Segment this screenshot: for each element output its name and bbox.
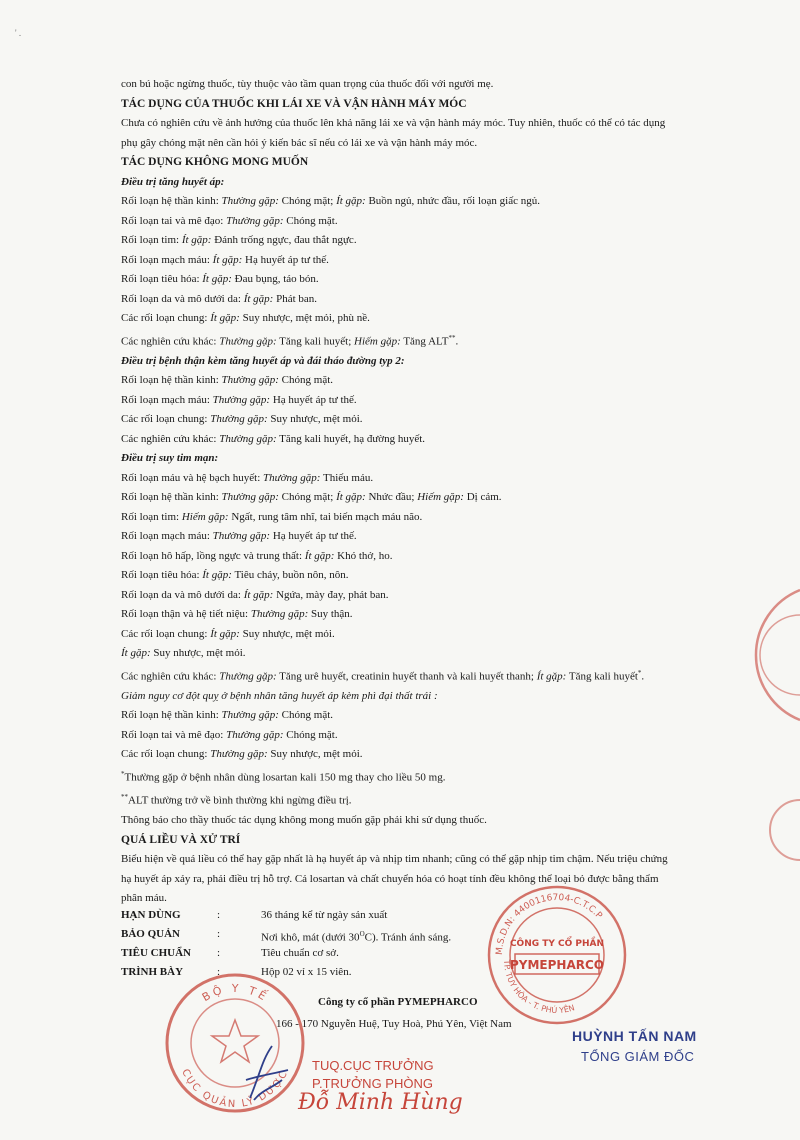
frequency-label: Thường gặp: bbox=[210, 748, 268, 761]
text-segment: Rối loạn tim: bbox=[121, 234, 182, 246]
text-segment: Chóng mặt. bbox=[283, 728, 338, 741]
frequency-label: Ít gặp: bbox=[536, 670, 567, 683]
body-line bbox=[121, 329, 691, 352]
text-segment: Rối loạn tim: bbox=[121, 510, 182, 523]
frequency-label: Hiếm gặp: bbox=[417, 491, 464, 504]
frequency-label: Ít gặp: bbox=[181, 234, 212, 246]
text-segment: Các nghiên cứu khác: bbox=[121, 670, 220, 683]
text-segment: Hạ huyết áp tư thế. bbox=[270, 530, 357, 543]
text-segment: con bú hoặc ngừng thuốc, tùy thuộc vào tầm quan trọng của thuốc đối với người mẹ. bbox=[121, 78, 494, 90]
text-segment: Rối loạn tai và mê đạo: bbox=[121, 214, 227, 227]
text-segment: TÁC DỤNG KHÔNG MONG MUỐN bbox=[121, 156, 309, 168]
ministry-stamp-bottom: CỤC QUẢN LÝ DƯỢC bbox=[179, 1067, 291, 1111]
frequency-label: Ít gặp: bbox=[243, 292, 274, 305]
body-line bbox=[121, 625, 691, 645]
text-segment: Dị cảm. bbox=[463, 491, 502, 504]
text-segment: ALT thường trở về bình thường khi ngừng điều trị. bbox=[128, 794, 352, 807]
frequency-label: Thường gặp: bbox=[250, 608, 309, 621]
company-stamp-center: CÔNG TY CỔ PHẦN bbox=[509, 939, 605, 949]
body-line bbox=[121, 605, 691, 625]
frequency-label: Ít gặp: bbox=[304, 549, 335, 562]
text-segment: Các rối loạn chung: bbox=[121, 748, 211, 761]
spec-colon: : bbox=[217, 966, 221, 978]
body-line bbox=[121, 527, 691, 547]
text-segment: Rối loạn mạch máu: bbox=[121, 530, 213, 543]
footnote-mark: ** bbox=[121, 792, 128, 801]
body-line bbox=[121, 192, 691, 212]
text-segment: Các rối loạn chung: bbox=[121, 312, 211, 324]
body-line bbox=[121, 706, 691, 726]
body-line bbox=[121, 270, 691, 290]
frequency-label: Ít gặp: bbox=[212, 253, 243, 266]
text-segment: Hạ huyết áp tư thế. bbox=[242, 253, 329, 266]
body-line bbox=[121, 850, 691, 870]
text-segment: Tiêu chảy, buồn nôn, nôn. bbox=[231, 569, 349, 582]
frequency-label: Thường gặp: bbox=[221, 195, 279, 207]
company-stamp-arc-bottom: TP. TUY HÒA - T. PHÚ YÊN bbox=[501, 959, 576, 1016]
body-line bbox=[121, 765, 691, 788]
text-segment: Chóng mặt. bbox=[283, 214, 338, 227]
text-segment: QUÁ LIỀU VÀ XỬ TRÍ bbox=[121, 833, 241, 846]
body-line bbox=[121, 547, 691, 567]
text-segment: Điều trị bệnh thận kèm tăng huyết áp và đái tháo đường typ 2: bbox=[121, 354, 405, 367]
body-line bbox=[121, 745, 691, 765]
spec-label: BẢO QUẢN bbox=[121, 928, 180, 940]
text-segment: Rối loạn mạch máu: bbox=[121, 253, 213, 266]
text-segment: Rối loạn mạch máu: bbox=[121, 393, 213, 406]
text-segment: Rối loạn hệ thần kinh: bbox=[121, 709, 222, 722]
text-segment: Rối loạn tai và mê đạo: bbox=[121, 728, 227, 741]
text-segment: Tăng ALT bbox=[400, 335, 449, 348]
body-line bbox=[121, 134, 691, 154]
subsection-heading bbox=[121, 352, 691, 372]
spec-value: 36 tháng kể từ ngày sản xuất bbox=[261, 909, 388, 921]
degree-mark: O bbox=[359, 930, 365, 938]
body-line bbox=[121, 469, 691, 489]
spec-colon: : bbox=[217, 909, 221, 921]
text-segment: Điều trị suy tim mạn: bbox=[121, 452, 219, 465]
frequency-label: Ít gặp: bbox=[243, 588, 274, 601]
text-segment: Chóng mặt. bbox=[278, 374, 334, 387]
spec-label: TRÌNH BÀY bbox=[121, 966, 184, 978]
text-segment: Đau bụng, táo bón. bbox=[231, 273, 319, 285]
text-segment: Rối loạn hệ thần kinh: bbox=[121, 491, 222, 504]
text-segment: Khó thở, ho. bbox=[334, 549, 393, 562]
text-segment: Phát ban. bbox=[273, 292, 318, 305]
text-segment: Rối loạn hệ thần kinh: bbox=[121, 195, 222, 207]
company-address: 166 - 170 Nguyễn Huệ, Tuy Hoà, Phú Yên, Việt Nam bbox=[276, 1018, 512, 1030]
text-segment: Biểu hiện về quá liều có thể hay gặp nhất là hạ huyết áp và nhịp tim nhanh; cũng có thể gặp nhịp tim chậm. Nếu triệu chứng bbox=[121, 853, 668, 866]
official-title-1: TUQ.CỤC TRƯỞNG bbox=[312, 1058, 434, 1073]
body-line bbox=[121, 290, 691, 310]
body-line bbox=[121, 566, 691, 586]
text-segment: phụ gây chóng mặt nên cần hỏi ý kiến bác sĩ nếu có lái xe và vận hành máy móc. bbox=[121, 136, 478, 149]
frequency-label: Thường gặp: bbox=[226, 214, 284, 227]
body-line bbox=[121, 586, 691, 606]
body-line bbox=[121, 251, 691, 271]
frequency-label: Ít gặp: bbox=[210, 627, 240, 640]
official-title-2: P.TRƯỞNG PHÒNG bbox=[312, 1076, 433, 1091]
subsection-heading bbox=[121, 449, 691, 469]
spec-value: Hộp 02 vỉ x 15 viên. bbox=[261, 966, 352, 978]
frequency-label: Thường gặp: bbox=[226, 728, 284, 741]
subsection-heading bbox=[121, 687, 691, 707]
body-line bbox=[121, 644, 691, 664]
text-segment: Rối loạn da và mô dưới da: bbox=[121, 588, 244, 601]
text-segment: Suy nhược, mệt mỏi. bbox=[267, 413, 363, 426]
text-segment: Chóng mặt; bbox=[278, 195, 337, 207]
text-segment: Thường gặp ở bệnh nhân dùng losartan kali 150 mg thay cho liều 50 mg. bbox=[124, 771, 446, 784]
section-heading bbox=[121, 831, 691, 851]
frequency-label: Thường gặp: bbox=[221, 491, 279, 504]
edge-stamp bbox=[735, 580, 800, 870]
text-segment: Các rối loạn chung: bbox=[121, 413, 211, 426]
text-segment: Rối loạn hệ thần kinh: bbox=[121, 374, 222, 387]
frequency-label: Ít gặp: bbox=[121, 647, 151, 660]
corner-mark: ' . bbox=[15, 28, 22, 38]
text-segment: Thông báo cho thầy thuốc tác dụng không mong muốn gặp phải khi sử dụng thuốc. bbox=[121, 814, 487, 827]
director-name: HUỲNH TẤN NAM bbox=[572, 1028, 697, 1044]
text-segment: Tăng kali huyết, hạ đường huyết. bbox=[276, 432, 426, 445]
body-line bbox=[121, 391, 691, 411]
frequency-label: Ít gặp: bbox=[336, 491, 366, 504]
spec-value: Tiêu chuẩn cơ sở. bbox=[261, 947, 339, 959]
frequency-label: Thường gặp: bbox=[221, 374, 279, 387]
document-body bbox=[121, 75, 691, 909]
ministry-stamp-top: BỘ Y TẾ bbox=[199, 981, 271, 1005]
body-line bbox=[121, 75, 691, 95]
text-segment: Chóng mặt. bbox=[278, 709, 334, 722]
text-segment: Rối loạn thận và hệ tiết niệu: bbox=[121, 608, 251, 621]
body-line bbox=[121, 212, 691, 232]
frequency-label: Thường gặp: bbox=[263, 471, 321, 484]
footnote-mark: * bbox=[121, 769, 125, 778]
text-segment: Rối loạn tiêu hóa: bbox=[121, 569, 203, 582]
text-segment: Rối loạn da và mô dưới da: bbox=[121, 292, 244, 305]
body-line bbox=[121, 410, 691, 430]
text-segment: Tăng kali huyết; bbox=[276, 335, 355, 348]
section-heading bbox=[121, 95, 691, 115]
section-heading bbox=[121, 153, 691, 173]
text-segment: Rối loạn máu và hệ bạch huyết: bbox=[121, 471, 264, 484]
text-segment: Các nghiên cứu khác: bbox=[121, 432, 220, 445]
text-segment: Suy nhược, mệt mỏi. bbox=[267, 748, 363, 761]
text-segment: Buồn ngủ, nhức đầu, rối loạn giấc ngủ. bbox=[365, 195, 540, 207]
text-segment: Giảm nguy cơ đột quỵ ở bệnh nhân tăng huyết áp kèm phì đại thất trái : bbox=[121, 689, 438, 702]
body-line bbox=[121, 488, 691, 508]
text-segment: Tăng kali huyết bbox=[566, 670, 638, 683]
text-segment: Suy thận. bbox=[308, 608, 353, 621]
frequency-label: Thường gặp: bbox=[212, 393, 271, 406]
svg-text:BỘ Y TẾ bbox=[200, 982, 271, 1005]
text-segment: Chóng mặt; bbox=[278, 491, 337, 504]
spec-value-part: Nơi khô, mát (dưới 30 bbox=[261, 931, 360, 944]
frequency-label: Thường gặp: bbox=[221, 709, 279, 722]
body-line bbox=[121, 309, 691, 329]
text-segment: Suy nhược, mệt mỏi. bbox=[150, 647, 246, 660]
frequency-label: Thường gặp: bbox=[219, 432, 277, 445]
frequency-label: Hiếm gặp: bbox=[354, 335, 401, 348]
text-segment: . bbox=[455, 335, 459, 348]
text-segment: Suy nhược, mệt mỏi, phù nề. bbox=[239, 312, 370, 324]
text-segment: TÁC DỤNG CỦA THUỐC KHI LÁI XE VÀ VẬN HÀNH MÁY MÓC bbox=[121, 97, 467, 110]
signature-scribble bbox=[232, 1040, 302, 1110]
spec-value-part: C). Tránh ánh sáng. bbox=[364, 931, 452, 944]
spec-label: HẠN DÙNG bbox=[121, 909, 181, 921]
frequency-label: Hiếm gặp: bbox=[181, 510, 229, 523]
director-title: TỔNG GIÁM ĐỐC bbox=[581, 1049, 695, 1064]
body-line bbox=[121, 508, 691, 528]
text-segment: Điều trị tăng huyết áp: bbox=[121, 175, 225, 188]
text-segment: Thiếu máu. bbox=[320, 471, 374, 484]
spec-colon: : bbox=[217, 947, 221, 959]
text-segment: Rối loạn hô hấp, lồng ngực và trung thất: bbox=[121, 549, 305, 562]
frequency-label: Ít gặp: bbox=[210, 312, 240, 324]
text-segment: Suy nhược, mệt mỏi. bbox=[239, 627, 335, 640]
text-segment: Rối loạn tiêu hóa: bbox=[121, 273, 203, 285]
frequency-label: Thường gặp: bbox=[219, 335, 277, 348]
official-signature: Đỗ Minh Hùng bbox=[298, 1090, 463, 1115]
body-line bbox=[121, 788, 691, 811]
frequency-label: Ít gặp: bbox=[336, 195, 366, 207]
text-segment: Đánh trống ngực, đau thắt ngực. bbox=[211, 234, 357, 246]
frequency-label: Ít gặp: bbox=[202, 569, 232, 582]
body-line bbox=[121, 371, 691, 391]
text-segment: Nhức đầu; bbox=[365, 491, 418, 504]
text-segment: hạ huyết áp xảy ra, phải điều trị hỗ trợ. Cả losartan và chất chuyển hóa có hoạt tính đều không thể loại bỏ được bằng thẩm bbox=[121, 872, 659, 885]
text-segment: . bbox=[641, 670, 645, 683]
company-stamp-arc-top: M.S.D.N: 4400116704-C.T.C.P bbox=[494, 892, 604, 956]
footnote-mark: * bbox=[637, 668, 642, 677]
text-segment: Tăng urê huyết, creatinin huyết thanh và kali huyết thanh; bbox=[276, 670, 537, 683]
spec-colon: : bbox=[217, 928, 221, 940]
body-line bbox=[121, 726, 691, 746]
text-segment: Chưa có nghiên cứu về ảnh hưởng của thuốc lên khả năng lái xe và vận hành máy móc. Tuy nhiên, thuốc có thể có tác dụng bbox=[121, 117, 666, 129]
company-stamp-name: PYMEPHARCO bbox=[510, 958, 604, 972]
spec-label: TIÊU CHUẨN bbox=[121, 947, 191, 959]
body-line bbox=[121, 114, 691, 134]
text-segment: Các rối loạn chung: bbox=[121, 627, 211, 640]
text-segment: phân máu. bbox=[121, 892, 167, 905]
text-segment: Các nghiên cứu khác: bbox=[121, 335, 220, 348]
body-line bbox=[121, 430, 691, 450]
text-segment: Ngứa, mày đay, phát ban. bbox=[273, 588, 389, 601]
text-segment: Hạ huyết áp tư thế. bbox=[270, 393, 357, 406]
body-line bbox=[121, 664, 691, 687]
company-stamp bbox=[482, 880, 632, 1030]
subsection-heading bbox=[121, 173, 691, 193]
frequency-label: Thường gặp: bbox=[219, 670, 277, 683]
company-name: Công ty cổ phần PYMEPHARCO bbox=[318, 996, 478, 1008]
frequency-label: Thường gặp: bbox=[212, 530, 271, 543]
text-segment: Ngất, rung tâm nhĩ, tai biến mạch máu não. bbox=[228, 510, 423, 523]
frequency-label: Thường gặp: bbox=[210, 413, 268, 426]
body-line bbox=[121, 811, 691, 831]
body-line bbox=[121, 231, 691, 251]
footnote-mark: ** bbox=[448, 333, 456, 342]
frequency-label: Ít gặp: bbox=[202, 273, 232, 285]
